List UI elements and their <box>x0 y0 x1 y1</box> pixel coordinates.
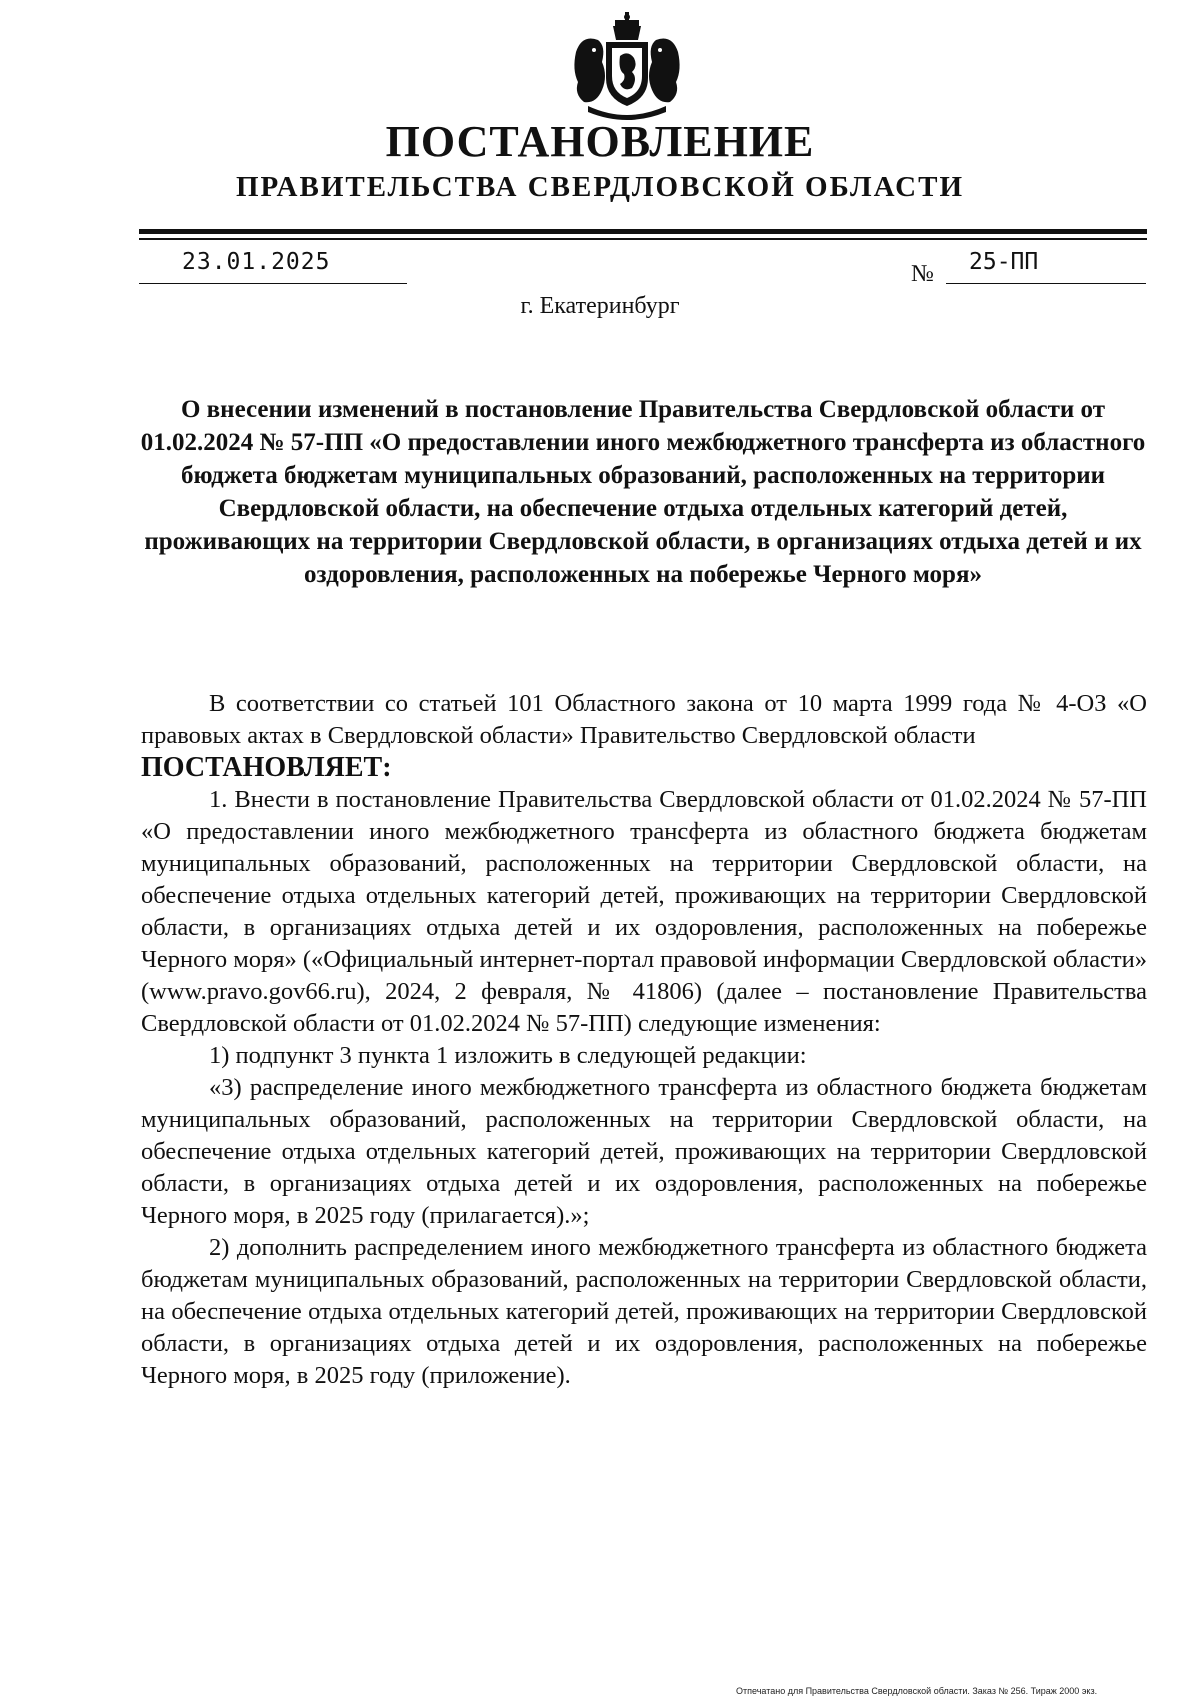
quoted-subitem-paragraph: «3) распределение иного межбюджетного трансферта из областного бюджета бюджетам муниципальных образований, расположенных на территории Свердловской области, на обеспечение отдыха отдельных категорий детей, проживающих на территории Свердловской области, в организациях отдыха детей и их оздоровления, расположенных на побережье Черного моря, в 2025 году (прилагается).»; <box>141 1074 1147 1229</box>
document-heading: О внесении изменений в постановление Правительства Свердловской области от 01.02.2024 № 57-ПП «О предоставлении иного межбюджетного трансферта из областного бюджета бюджетам муниципальных образований, расположенных на территории Свердловской области, на обеспечение отдыха отдельных категорий детей, проживающих на территории Свердловской области, в организациях отдыха детей и их оздоровления, расположенных на побережье Черного моря» <box>140 396 1146 588</box>
document-body <box>141 688 1147 1392</box>
item-1-paragraph: 1. Внести в постановление Правительства Свердловской области от 01.02.2024 № 57-ПП «О предоставлении иного межбюджетного трансферта из областного бюджета бюджетам муниципальных образований, расположенных на территории Свердловской области, на обеспечение отдыха отдельных категорий детей, проживающих на территории Свердловской области, в организациях отдыха детей и их оздоровления, расположенных на побережье Черного моря» («Официальный интернет-портал правовой информации Свердловской области» (www.pravo.gov66.ru), 2024, 2 февраля, № 41806) (далее – постановление Правительства Свердловской области от 01.02.2024 № 57-ПП) следующие изменения: <box>141 786 1147 1037</box>
printer-imprint: Отпечатано для Правительства Свердловской области. Заказ № 256. Тираж 2000 экз. <box>736 1686 1098 1696</box>
number-underline <box>946 283 1146 284</box>
number-sign: № <box>911 261 934 287</box>
document-subtitle: ПРАВИТЕЛЬСТВА СВЕРДЛОВСКОЙ ОБЛАСТИ <box>235 171 965 203</box>
preamble-paragraph: В соответствии со статьей 101 Областного закона от 10 марта 1999 года № 4-ОЗ «О правовых актах в Свердловской области» Правительство Свердловской области <box>141 690 1147 749</box>
header-rule-thick <box>139 229 1147 234</box>
resolves-keyword: ПОСТАНОВЛЯЕТ: <box>141 752 392 783</box>
document-date: 23.01.2025 <box>182 249 331 275</box>
date-underline <box>139 283 407 284</box>
document-number: 25-ПП <box>969 249 1039 275</box>
coat-of-arms-emblem <box>568 12 686 124</box>
document-city: г. Екатеринбург <box>520 293 680 319</box>
subitem-2-paragraph: 2) дополнить распределением иного межбюджетного трансферта из областного бюджета бюджетам муниципальных образований, расположенных на территории Свердловской области, на обеспечение отдыха отдельных категорий детей, проживающих на территории Свердловской области, в организациях отдыха детей и их оздоровления, расположенных на побережье Черного моря, в 2025 году (приложение). <box>141 1234 1147 1389</box>
header-rule-thin <box>139 238 1147 240</box>
subitem-1-paragraph: 1) подпункт 3 пункта 1 изложить в следующей редакции: <box>209 1042 807 1069</box>
document-title: ПОСТАНОВЛЕНИЕ <box>385 117 815 166</box>
